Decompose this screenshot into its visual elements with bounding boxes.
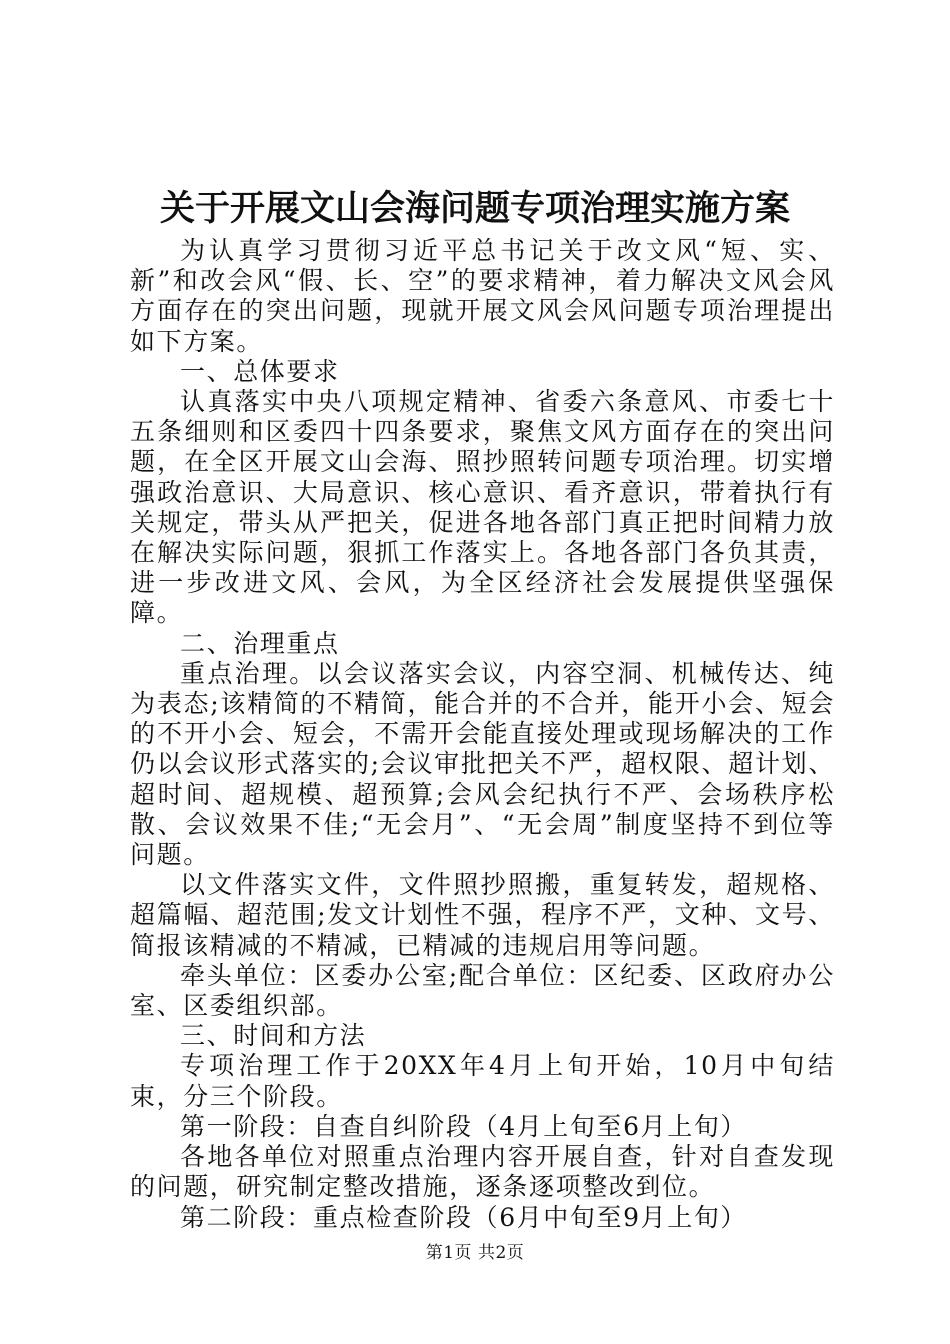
intro-paragraph: 为认真学习贯彻习近平总书记关于改文风“短、实、新”和改会风“假、长、空”的要求精神，着力解决文风会风方面存在的突出问题，现就开展文风会风问题专项治理提出如下方案。	[130, 236, 835, 356]
stage-one-paragraph: 各地各单位对照重点治理内容开展自查，针对自查发现的问题，研究制定整改措施，逐条逐项整改到位。	[130, 1142, 835, 1202]
section-heading-time-and-method: 三、时间和方法	[180, 1021, 367, 1051]
stage-two-heading: 第二阶段：重点检查阶段（6月中旬至9月上旬）	[180, 1202, 748, 1232]
time-and-method-paragraph: 专项治理工作于20XX年4月上旬开始，10月中旬结束，分三个阶段。	[130, 1051, 835, 1111]
section-heading-governance-focus: 二、治理重点	[180, 628, 340, 658]
governance-focus-paragraph-meetings: 重点治理。以会议落实会议，内容空洞、机械传达、纯为表态;该精简的不精简，能合并的不合并，能开小会、短会的不开小会、短会，不需开会能直接处理或现场解决的工作仍以会议形式落实的;会议审批把关不严，超权限、超计划、超时间、超规模、超预算;会风会纪执行不严、会场秩序松散、会议效果不佳;“无会月”、“无会周”制度坚持不到位等问题。	[130, 658, 835, 870]
section-heading-general-requirements: 一、总体要求	[180, 356, 340, 386]
lead-unit-paragraph: 牵头单位：区委办公室;配合单位：区纪委、区政府办公室、区委组织部。	[130, 960, 835, 1021]
stage-one-heading: 第一阶段：自查自纠阶段（4月上旬至6月上旬）	[180, 1111, 748, 1141]
document-body	[130, 236, 835, 1233]
document-title: 关于开展文山会海问题专项治理实施方案	[159, 189, 790, 229]
governance-focus-paragraph-documents: 以文件落实文件，文件照抄照搬，重复转发，超规格、超篇幅、超范围;发文计划性不强，程序不严，文种、文号、简报该精减的不精减，已精减的违规启用等问题。	[130, 870, 835, 960]
page-number-footer: 第1页 共2页	[425, 1243, 525, 1263]
general-requirements-paragraph: 认真落实中央八项规定精神、省委六条意风、市委七十五条细则和区委四十四条要求，聚焦文风方面存在的突出问题，在全区开展文山会海、照抄照转问题专项治理。切实增强政治意识、大局意识、核心意识、看齐意识，带着执行有关规定，带头从严把关，促进各地各部门真正把时间精力放在解决实际问题，狠抓工作落实上。各地各部门各负其责，进一步改进文风、会风，为全区经济社会发展提供坚强保障。	[130, 387, 835, 628]
